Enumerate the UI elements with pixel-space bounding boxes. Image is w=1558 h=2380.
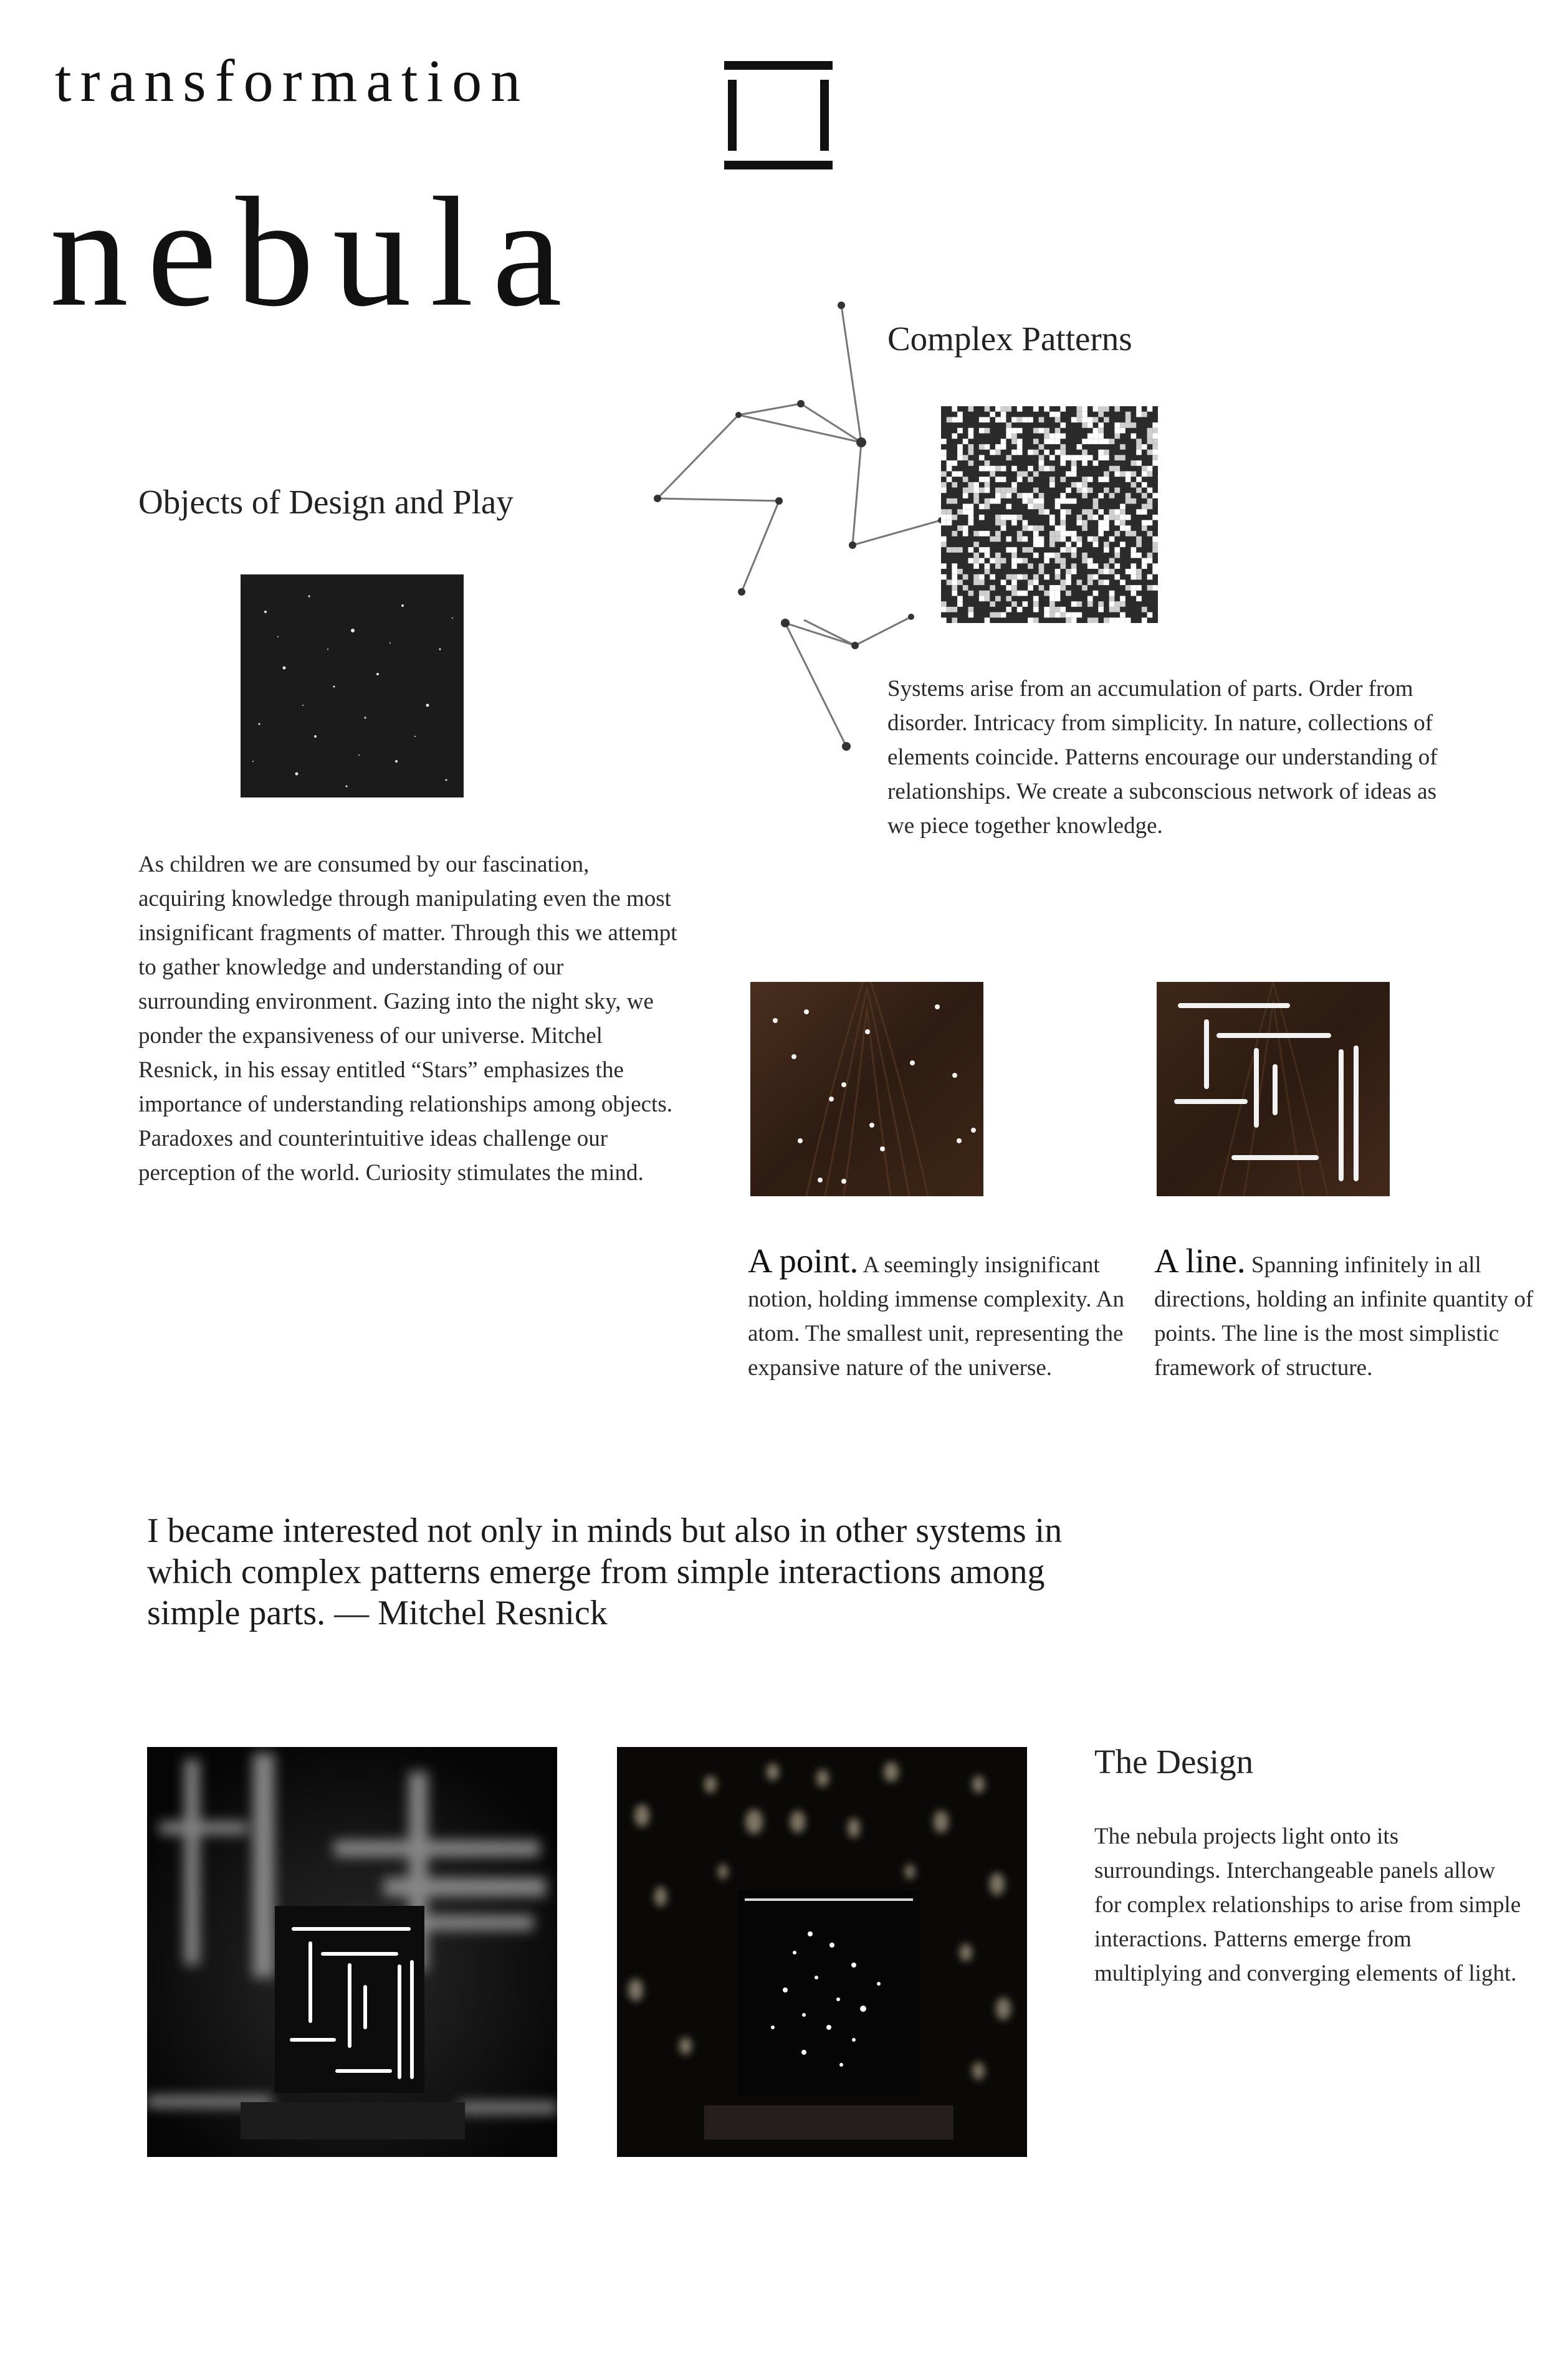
pixel-pattern-image (941, 406, 1158, 623)
wood-panel-lines-image (1157, 982, 1390, 1196)
point-lead: A point. (748, 1242, 859, 1280)
page-title: nebula (50, 164, 581, 339)
kicker-text: transformation (55, 47, 530, 114)
square-bracket-frame-icon (724, 61, 833, 169)
patterns-body: Systems arise from an accumulation of parts. Order from disorder. Intricacy from simplicity. In nature, collections of elements coincide. Patterns encourage our understanding of relationships. We create a subconscious network of ideas as we piece together knowledge. (887, 676, 1438, 839)
wood-panel-points-image (750, 982, 983, 1196)
star-field-image (241, 574, 464, 797)
design-body: The nebula projects light onto its surroundings. Interchangeable panels allow for complex relationships to arise from simple interactions. Patterns emerge from multiplying and converging elements of light. (1094, 1824, 1521, 1986)
point-caption (748, 1244, 1134, 1385)
line-caption (1154, 1244, 1534, 1385)
lamp-photo-points (617, 1747, 1027, 2157)
objects-body: As children we are consumed by our fascination, acquiring knowledge through manipulating even the most insignificant fragments of matter. Through this we attempt to gather knowledge and understanding of our surrounding environment. Gazing into the night sky, we ponder the expansiveness of our universe. Mitchel Resnick, in his essay entitled “Stars” emphasizes the importance of understanding relationships among objects. Paradoxes and counterintuitive ideas challenge our perception of the world. Curiosity stimulates the mind. (138, 852, 677, 1186)
point-body: A seemingly insignificant notion, holding immense complexity. An atom. The smallest unit, representing the expansive nature of the universe. (748, 1252, 1124, 1381)
objects-heading: Objects of Design and Play (138, 483, 514, 521)
lamp-photo-lines (147, 1747, 557, 2157)
design-heading: The Design (1094, 1743, 1254, 1781)
patterns-heading: Complex Patterns (887, 320, 1132, 358)
resnick-quote: I became interested not only in minds but also in other systems in which complex patterns emerge from simple interactions among simple parts. — Mitchel Resnick (147, 1511, 1063, 1632)
line-lead: A line. (1154, 1242, 1246, 1280)
line-body: Spanning infinitely in all directions, holding an infinite quantity of points. The line is the most simplistic framework of structure. (1154, 1252, 1534, 1381)
